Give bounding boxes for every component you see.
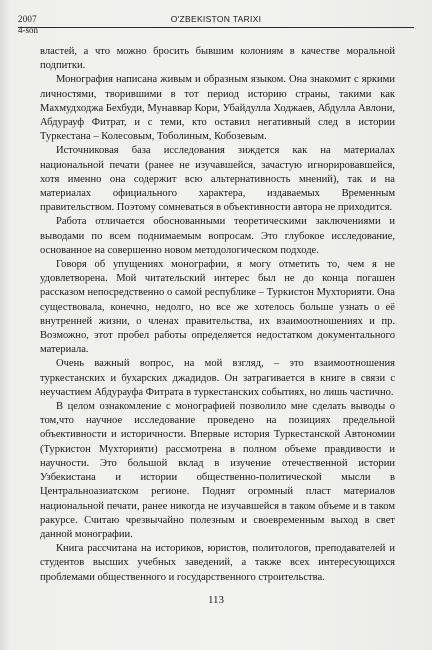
article-body [40, 45, 395, 585]
header-issue: 4-son [18, 25, 38, 35]
paragraph: Очень важный вопрос, на мой взгляд, – это взаимоотношения туркестанских и бухарских джадидов. Он затрагивается в книге в связи с неучастием Абдурауфа Фитрата в туркестанских событиях, но лишь частично. [40, 358, 395, 398]
page-header [18, 14, 414, 36]
paragraph: В целом ознакомление с монографией позволило мне сделать выводы о том,что научное исследование проведено на позициях предельной объективности и историчности. Впервые история Туркестанской Автономии (Туркистон Мухторияти) рассмотрена в полном объеме правдивости и научности. Это большой вклад в изучение отечественной истории Узбекистана и истории общественно-политической мысли в Центральноазиатском регионе. Поднят огромный пласт материалов национальной печати, ранее никогда не изучавшейся в таком объеме и в таком ракурсе. Считаю чрезвычайно полезным и своевременным выход в свет данной монографии. [40, 401, 395, 540]
paragraph: Монография написана живым и образным языком. Она знакомит с яркими личностями, творившими в тот период историю страны, такими как Махмудходжа Бехбуди, Мунаввар Кори, Убайдулла Ходжаев, Абдулла Авлони, Абдурауф Фитрат, и с теми, кто оставил негативный след в истории Туркестана – Колесовым, Тоболиным, Кобозевым. [40, 74, 395, 143]
header-journal-title: O'ZBEKISTON TARIXI [170, 14, 262, 24]
page-number: 113 [207, 594, 225, 606]
paragraph-continued: властей, а что можно бросить бывшим колониям в качестве моральной подпитки. [40, 46, 395, 72]
paragraph: Работа отличается обоснованными теоретическими заключениями и выводами по всем поднимаемым вопросам. Это глубокое исследование, основанное на совершенно новом методологическом подходе. [40, 216, 395, 256]
header-divider [18, 27, 414, 28]
paragraph: Источниковая база исследования зиждется как на материалах национальной печати (ранее не изучавшейся, зачастую игнорировавшейся, хотя именно она содержит всю альтернативность мнений), так и на материалах официального характера, издаваемых Временным правительством. Поэтому сомневаться в объективности автора не приходится. [40, 145, 395, 214]
header-year: 2007 [18, 14, 37, 24]
paragraph: Говоря об упущениях монографии, я могу отметить то, чем я не удовлетворена. Мой читательский интерес был не до конца погашен рассказом непосредственно о самой республике – Туркистон Мухторияти. Она существовала, конечно, недолго, но все же хотелось больше узнать о её внутренней жизни, о членах правительства, их взаимоотношениях и пр. Возможно, этот пробел работы определяется недостатком документального материала. [40, 259, 395, 356]
paragraph: Книга рассчитана на историков, юристов, политологов, преподавателей и студентов высших учебных заведений, а также всех интересующихся проблемами общественного и государственного строительства. [40, 543, 395, 583]
page-footer [0, 594, 432, 606]
